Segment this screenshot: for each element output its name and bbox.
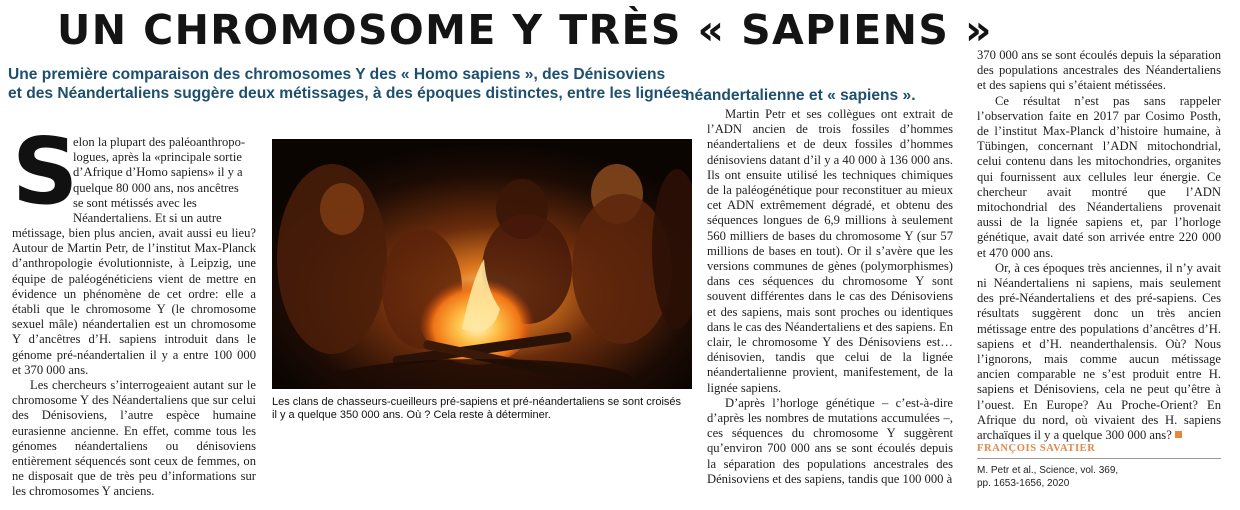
col4-paragraph-0: 370 000 ans se sont écoulés depuis la séparation des populations ancestrales des Néandertaliens et des sapiens qui s’étaient métissées. (977, 48, 1221, 93)
col4-paragraph-2 (977, 261, 1221, 443)
caption-line-2: il y a quelque 350 000 ans. Où ? Cela reste à déterminer. (272, 409, 551, 422)
column-3 (707, 107, 953, 487)
col4-paragraph-2-text: Or, à ces époques très anciennes, il n’y avait ni Néandertaliens ni sapiens, mais seulement des pré-Néandertaliens et des pré-sapiens. Ces résultats suggèrent donc un très ancien métissage entre des populations d’ancêtres d’H. sapiens et d’H. neanderthalensis. Où? Nous l’ignorons, mais comme aucun métissage ancien comparable ne s’est produit entre H. sapiens et Dénisoviens, cela ne peut qu’être à l’ouest. En Europe? Au Proche-Orient? En Afrique du nord, où vivaient des H. sapiens archaïques il y a quelque 300 000 ans? (977, 260, 1221, 443)
col1-paragraph-2: Les chercheurs s’interrogeaient autant sur le chromosome Y des Néandertaliens que sur celui des Dénisoviens, l’autre espèce humaine eurasienne ancienne. En effet, comme tous les génomes néandertaliens ou dénisoviens entièrement séquencés sont ceux de femmes, on ne disposait que de très peu d’informations sur les chromosomes Y anciens. (12, 378, 256, 499)
col1-paragraph-1-rest: métissage, bien plus ancien, avait aussi eu lieu? Autour de Martin Petr, de l’institut Max-Planck d’anthropologie évolutionniste, à Leipzig, une équipe de paléogénéticiens vient de mettre en évidence un phénomène de cet ordre: elle a établi que le chromosome Y (le chromosome sexuel mâle) néandertalien est un chromosome Y d’ancêtres d’H. sapiens introduit dans le génome pré-néandertalien il y a entre 100 000 et 370 000 ans. (12, 226, 256, 377)
col1-line: se sont métissés avec les (73, 195, 197, 210)
campfire-illustration (272, 139, 692, 389)
lede-line-2: et des Néandertaliens suggère deux métissages, à des époques distinctes, entre les lignées (8, 85, 690, 102)
end-of-article-square-icon (1175, 431, 1182, 438)
reference (977, 464, 1217, 490)
lede-line-1: Une première comparaison des chromosomes Y des « Homo sapiens », des Dénisoviens (8, 66, 666, 83)
photo-caption (272, 396, 692, 423)
col4-paragraph-1: Ce résultat n’est pas sans rappeler l’observation faite en 2017 par Cosimo Posth, de l’institut Max-Planck d’histoire humaine, à Tübingen, concernant l’ADN mitochondrial, celui contenu dans les mitochondries, organites qui fournissent aux cellules leur énergie. Ce chercheur avait montré que l’ADN mitochondrial des Néandertaliens provenait aussi de la lignée sapiens et, par l’horloge génétique, avait daté son arrivée entre 220 000 et 470 000 ans. (977, 93, 1221, 260)
reference-line-1: M. Petr et al., Science, vol. 369, (977, 465, 1119, 476)
hunter-gatherers-photo (272, 139, 692, 389)
col1-line: elon la plupart des paléoanthropo- (73, 135, 246, 149)
col3-paragraph-2: D’après l’horloge génétique – c’est-à-dire d’après les nombres de mutations accumulées –, ces séquences du chromosome Y suggèrent qu’environ 700 000 ans se sont écoulés depuis la séparation des populations ancestrales des Dénisoviens et des sapiens, tandis que 100 000 à (707, 395, 953, 486)
col1-line: quelque 80 000 ans, nos ancêtres (73, 180, 239, 195)
col1-line: Néandertaliens. Et si un autre (73, 211, 222, 226)
col3-paragraph-1: Martin Petr et ses collègues ont extrait de l’ADN ancien de trois fossiles d’hommes néandertaliens et de deux fossiles d’hommes dénisoviens datant d’il y a 40 000 à 136 000 ans. Ils ont ensuite utilisé les techniques chimiques de la paléogénétique pour reconstituer au mieux cet ADN extrêmement dégradé, et obtenu des séquences longues de 6,9 millions à seulement 560 milliers de bases du chromosome Y (sur 57 millions de bases en tout). Or il s’avère que les versions communes de gènes (polymorphismes) dans ces séquences du chromosome Y sont souvent différentes dans le cas des Dénisoviens et des sapiens, mais sont proches ou identiques dans le cas des Néandertaliens et des sapiens. En clair, le chromosome Y des Dénisoviens est… dénisovien, tandis que celui de la lignée néandertalienne provient, manifestement, de la lignée sapiens. (707, 107, 953, 395)
author-divider (977, 458, 1221, 459)
col1-line: logues, après la «principale sortie (73, 150, 242, 165)
col1-line: d’Afrique d’Homo sapiens» il y a (73, 165, 243, 180)
author-byline: FRANÇOIS SAVATIER (977, 443, 1096, 454)
lede-line-3: néandertalienne et « sapiens ». (685, 87, 916, 104)
column-1-dropcap-lines (73, 135, 256, 226)
reference-line-2: pp. 1653-1656, 2020 (977, 478, 1070, 489)
headline: UN CHROMOSOME Y TRÈS « SAPIENS » (57, 6, 993, 54)
column-1 (12, 226, 256, 500)
drop-cap: S (12, 118, 79, 225)
caption-line-1: Les clans de chasseurs-cueilleurs pré-sapiens et pré-néandertaliens se sont croisés (272, 396, 682, 408)
column-4 (977, 48, 1221, 443)
